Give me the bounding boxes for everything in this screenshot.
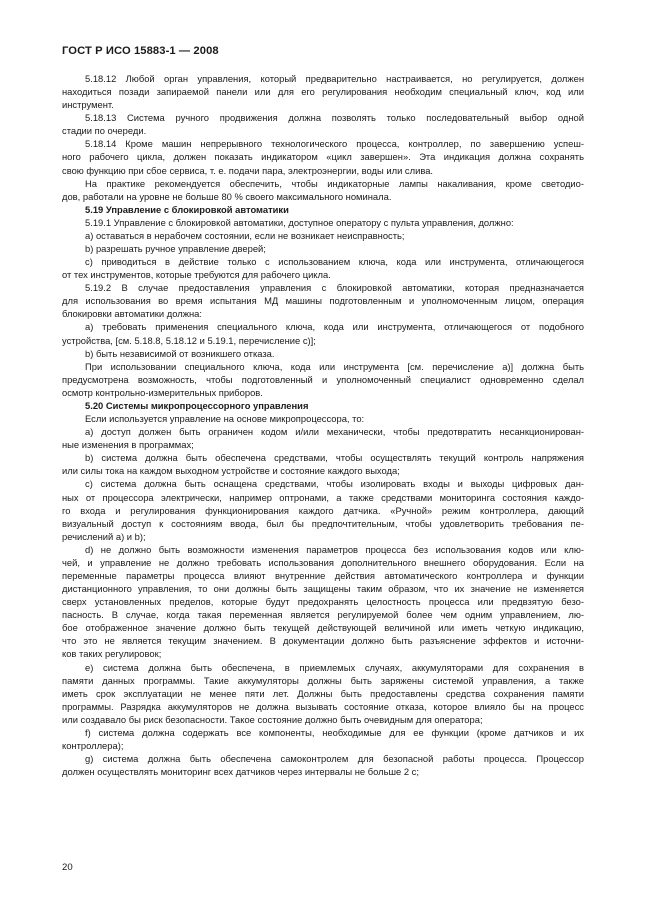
page-number: 20 (62, 862, 73, 873)
text-line: инструмент. (62, 99, 114, 111)
text-line: При использовании специального ключа, кода или инструмента [см. перечисление a)] должна быть (85, 360, 584, 372)
document-header: ГОСТ Р ИСО 15883-1 — 2008 (62, 45, 219, 57)
text-line: 5.19.2 В случае предоставления управления с блокировкой автоматики, которая предназначается (85, 282, 584, 294)
text-line: ков таких регулировок; (62, 648, 162, 660)
text-line: 5.18.14 Кроме машин непрерывного технологического процесса, контроллер, по завершению успеш- (85, 138, 584, 150)
text-line: 5.19.1 Управление с блокировкой автоматики, доступное оператору с пульта управления, должно: (85, 216, 514, 228)
text-line: находиться позади запираемой панели или для его регулирования необходим специальный ключ, код или (62, 86, 584, 98)
text-line: b) система должна быть обеспечена средствами, чтобы осуществлять текущий контроль напряжения (85, 452, 584, 464)
text-line: программы. Разрядка аккумуляторов не должна вызывать состояние отказа, которое влияло бы на процесс (62, 700, 584, 712)
text-line: переменные параметры процесса влияют внутренние действия автоматического контроллера и функции (62, 569, 584, 581)
text-line: для использования во время испытания МД машины подготовленным и уполномоченным лицом, операция (62, 295, 584, 307)
text-line: a) доступ должен быть ограничен кодом и/или механически, чтобы предотвратить несанкционирован- (85, 426, 584, 438)
text-line: e) система должна быть обеспечена, в приемлемых случаях, аккумуляторами для сохранения в (85, 661, 584, 673)
text-line: контроллера); (62, 739, 124, 751)
text-line: a) оставаться в нерабочем состоянии, если не возникает неисправность; (85, 229, 405, 241)
text-line: Если используется управление на основе микропроцессора, то: (85, 413, 365, 425)
text-line: ного рабочего цикла, должен показать индикатором «цикл завершен». Эта индикация должна сохранять (62, 151, 584, 163)
text-line: чей, и управление не должно требовать использования дополнительного внешнего оборудования. Если на (62, 556, 584, 568)
text-line: c) приводиться в действие только с использованием ключа, кода или инструмента, отличающегося (85, 256, 584, 268)
text-line: от тех инструментов, которые требуются для рабочего цикла. (62, 269, 331, 281)
text-line: что это не является текущим значением. В документации должно быть разъяснение эффектов и источни- (62, 635, 584, 647)
text-line: бое отображенное значение должно быть текущей действующей величиной или иметь четкую индикацию, (62, 622, 584, 634)
text-line: иметь срок эксплуатации не менее пяти лет. Должны быть предоставлены средства сохранения памяти (62, 687, 584, 699)
text-line: речислений a) и b); (62, 530, 146, 542)
section-heading: 5.19 Управление с блокировкой автоматики (85, 203, 289, 215)
text-line: или создавало бы риск безопасности. Такое состояние должно быть очевидным для оператора; (62, 713, 483, 725)
text-line: 5.18.12 Любой орган управления, который предварительно настраивается, но регулируется, должен (85, 73, 584, 84)
text-line: пасность. В случае, когда такая переменная является регулируемой более чем одним управлением, лю- (62, 609, 584, 621)
text-line: стадии по очереди. (62, 125, 147, 137)
text-line: b) быть независимой от возникшего отказа. (85, 347, 275, 359)
text-line: c) система должна быть оснащена средствами, чтобы изолировать входы и выходы цифровых дан- (85, 478, 584, 490)
text-line: осмотр контрольно-измерительных приборов. (62, 386, 263, 398)
text-line: a) требовать применения специального ключа, кода или инструмента, отличающегося от подобного (85, 321, 584, 333)
text-line: сверх установленных пределов, которые будут предохранять целостность процесса или предвзятую безо- (62, 596, 584, 608)
text-line: f) система должна содержать все компоненты, необходимые для ее функции (кроме датчиков и их (85, 726, 584, 738)
text-line: должен осуществлять мониторинг всех датчиков через интервалы не больше 2 с; (62, 766, 419, 778)
text-line: 5.18.13 Система ручного продвижения должна позволять только последовательный выбор одной (85, 112, 584, 124)
text-line: го входа и регулирования функционирования каждого датчика. «Ручной» режим контроллера, дающий (62, 504, 584, 516)
section-heading: 5.20 Системы микропроцессорного управления (85, 399, 309, 411)
text-line: ных от процессора электрически, например оптронами, а также средствами мониторинга состояния каждо- (62, 491, 584, 503)
text-line: или силы тока на каждом выходном устройстве и состояние каждого выхода; (62, 465, 400, 477)
text-line: дов, работали на уровне не больше 80 % своего максимального номинала. (62, 190, 392, 202)
text-line: g) система должна быть обеспечена самоконтролем для безопасной работы процесса. Процессор (85, 753, 584, 765)
text-line: d) не должно быть возможности изменения параметров процесса без использования кодов или клю- (85, 543, 584, 555)
text-line: визуальный доступ к состояниям ввода, был бы предпочтительным, чтобы удовлетворить требования пе- (62, 517, 584, 529)
text-line: памяти данных программы. Такие аккумуляторы должны быть заряжены системой управления, а также (62, 674, 584, 686)
text-line: b) разрешать ручное управление дверей; (85, 243, 266, 255)
text-line: устройства, [см. 5.18.8, 5.18.12 и 5.19.1, перечисление c)]; (62, 334, 316, 346)
text-line: свою функцию при сбое сервиса, т. е. подачи пара, электроэнергии, воды или слива. (62, 164, 434, 176)
text-line: ные изменения в программах; (62, 439, 194, 451)
text-line: блокировки автоматики должна: (62, 308, 202, 320)
text-line: На практике рекомендуется обеспечить, чтобы индикаторные лампы накаливания, кроме светодио- (85, 177, 584, 189)
document-body (62, 72, 584, 778)
text-line: дистанционного управления, то они должны быть защищены таким образом, что их значение не изменяется (62, 583, 584, 595)
text-line: предусмотрена возможность, чтобы подготовленный и уполномоченный специалист одновременно сделал (62, 373, 584, 385)
